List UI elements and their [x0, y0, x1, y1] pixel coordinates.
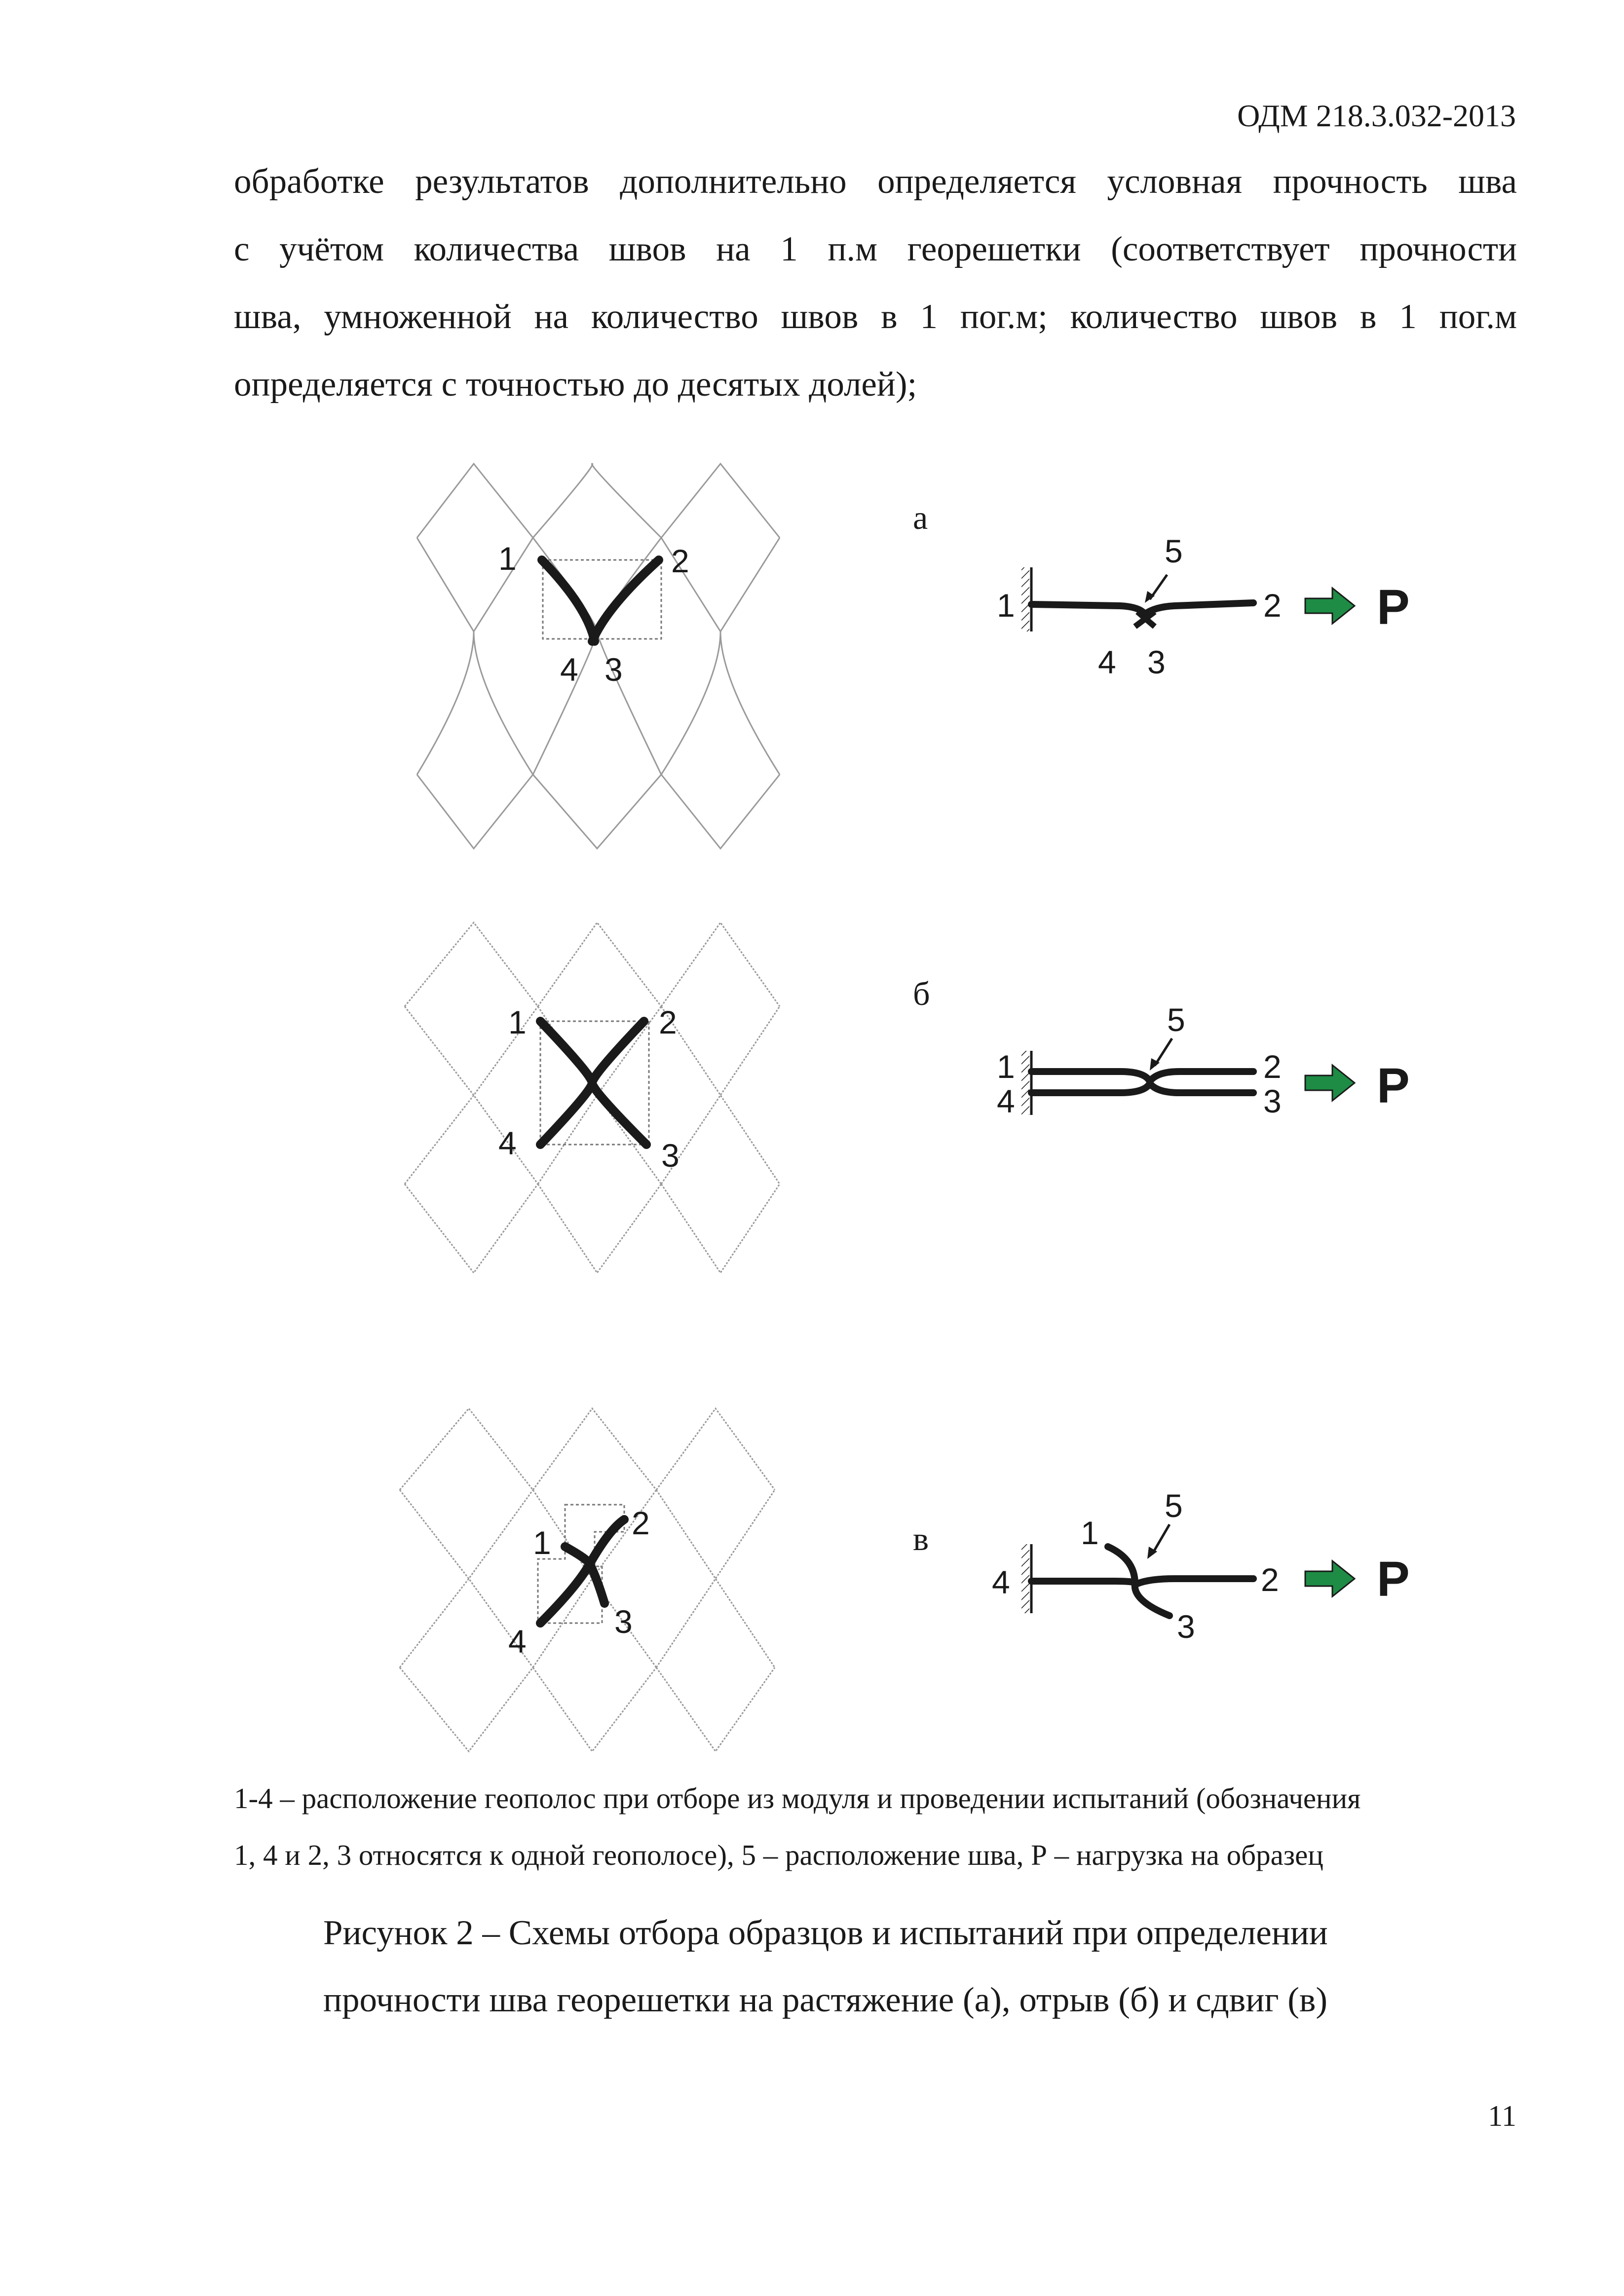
clamp-v [1021, 1544, 1029, 1613]
intro-line: определяется с точностью до десятых долей); [234, 365, 917, 404]
panel-letter-v: в [913, 1520, 929, 1557]
scheme-strip-b-top [1031, 1072, 1253, 1081]
caption-line: Рисунок 2 – Схемы отбора образцов и испытаний при определении [323, 1914, 1328, 1952]
scheme-label-a: 5 [1165, 533, 1183, 569]
document-code: ОДМ 218.3.032-2013 [1237, 98, 1516, 133]
seam-pointer-v [1152, 1524, 1170, 1554]
grid-diagram-a [417, 464, 780, 849]
grid-label-v: 1 [533, 1524, 551, 1561]
grid-label-b: 2 [659, 1004, 677, 1040]
clamp-a [1021, 567, 1029, 631]
grid-label-a: 2 [671, 543, 689, 579]
grid-label-a: 4 [560, 651, 578, 688]
intro-line: обработке результатов дополнительно определяется условная прочность шва [234, 162, 1517, 201]
figure-legend [234, 1770, 1527, 1884]
scheme-label-v: 3 [1177, 1608, 1195, 1645]
scheme-strip-v-1 [1031, 1579, 1253, 1584]
caption-line: прочности шва георешетки на растяжение (а), отрыв (б) и сдвиг (в) [323, 1981, 1328, 2019]
scheme-label-a: 3 [1147, 644, 1166, 680]
load-arrow-icon [1305, 1561, 1355, 1596]
scheme-label-v: 1 [1081, 1515, 1099, 1551]
load-arrow-icon [1305, 588, 1355, 624]
page-number: 11 [1488, 2100, 1516, 2132]
legend-line: 1, 4 и 2, 3 относятся к одной геополосе), 5 – расположение шва, Р – нагрузка на образец [234, 1839, 1323, 1871]
scheme-label-b: 5 [1167, 1001, 1185, 1038]
strip-a-1 [542, 560, 595, 641]
scheme-label-b: 2 [1263, 1048, 1282, 1085]
load-label-v: P [1377, 1552, 1410, 1607]
load-label-a: P [1377, 580, 1410, 635]
strip-v-1 [540, 1519, 624, 1623]
scheme-label-b: 1 [997, 1048, 1015, 1085]
panel-letter-b: б [913, 975, 930, 1012]
load-label-b: P [1377, 1058, 1410, 1113]
figure-caption [323, 1899, 1508, 2034]
intro-line: шва, умноженной на количество швов в 1 пог.м; количество швов в 1 пог.м [234, 297, 1517, 336]
grid-label-a: 3 [604, 651, 623, 688]
grid-label-v: 3 [614, 1603, 633, 1640]
scheme-label-a: 1 [997, 587, 1015, 624]
strip-b-2 [592, 1021, 646, 1145]
scheme-label-b: 4 [997, 1083, 1015, 1119]
grid-diagram-v [400, 1408, 775, 1751]
grid-label-v: 4 [508, 1623, 527, 1660]
scheme-label-b: 3 [1263, 1083, 1282, 1119]
panel-letter-a: а [913, 499, 928, 536]
clamp-b [1021, 1051, 1029, 1115]
grid-label-v: 2 [632, 1505, 650, 1541]
scheme-strip-b-bottom [1031, 1083, 1253, 1093]
scheme-label-v: 4 [992, 1564, 1010, 1600]
grid-diagram-b [405, 923, 780, 1273]
scheme-label-a: 4 [1098, 644, 1116, 680]
load-arrow-icon [1305, 1065, 1355, 1101]
grid-label-b: 3 [661, 1137, 680, 1174]
intro-line: с учётом количества швов на 1 п.м георешетки (соответствует прочности [234, 230, 1517, 268]
grid-label-a: 1 [498, 540, 517, 577]
legend-line: 1-4 – расположение геополос при отборе из модуля и проведении испытаний (обозначения [234, 1782, 1361, 1815]
scheme-label-v: 5 [1165, 1487, 1183, 1524]
scheme-label-a: 2 [1263, 587, 1282, 624]
strip-a-2 [592, 560, 659, 641]
scheme-label-v: 2 [1261, 1561, 1279, 1598]
grid-label-b: 1 [508, 1004, 527, 1040]
strip-b-1 [540, 1021, 592, 1145]
grid-label-b: 4 [498, 1125, 517, 1161]
